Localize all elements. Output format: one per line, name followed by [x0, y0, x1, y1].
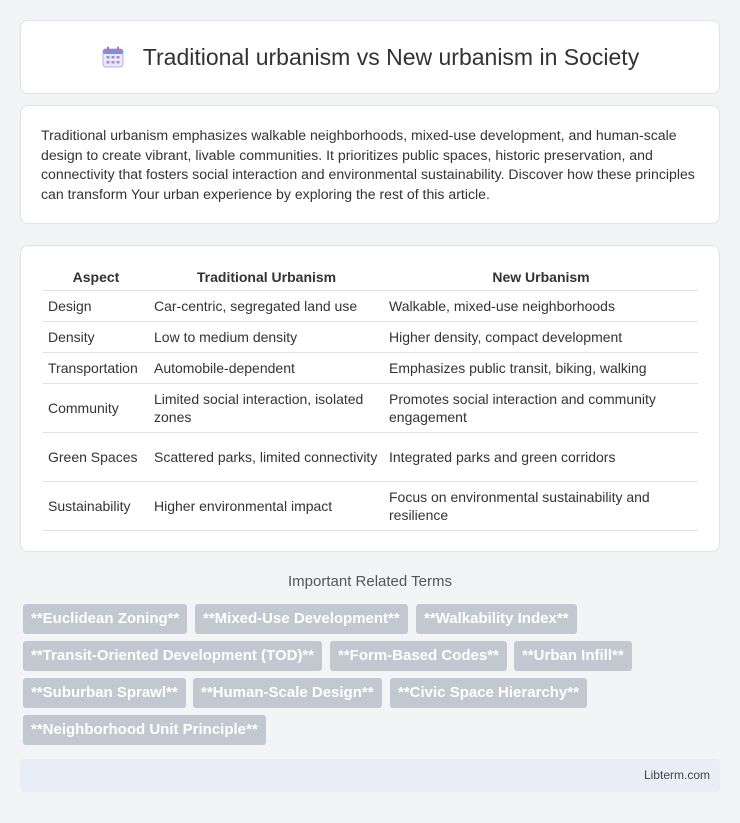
related-term-tag[interactable]: **Human-Scale Design** [193, 678, 382, 708]
related-term-tag[interactable]: **Mixed-Use Development** [195, 604, 408, 634]
related-term-tag[interactable]: **Form-Based Codes** [330, 641, 507, 671]
table-cell: Walkable, mixed-use neighborhoods [384, 290, 698, 321]
related-term-tag[interactable]: **Walkability Index** [416, 604, 577, 634]
related-term-tag[interactable]: **Neighborhood Unit Principle** [23, 715, 266, 745]
table-cell: Low to medium density [149, 321, 384, 352]
page-title: Traditional urbanism vs New urbanism in Society [142, 43, 640, 70]
related-term-tag[interactable]: **Suburban Sprawl** [23, 678, 186, 708]
header-traditional: Traditional Urbanism [149, 265, 384, 290]
related-terms-title: Important Related Terms [288, 573, 452, 590]
table-cell: Higher environmental impact [149, 481, 384, 530]
table-cell: Focus on environmental sustainability and resilience [384, 481, 698, 530]
table-cell: Community [43, 383, 149, 432]
table-row [43, 432, 698, 481]
related-term-tag[interactable]: **Urban Infill** [514, 641, 632, 671]
header-aspect: Aspect [43, 265, 149, 290]
calendar-icon [101, 45, 125, 69]
related-term-tag[interactable]: **Civic Space Hierarchy** [390, 678, 587, 708]
comparison-table-card [20, 245, 720, 552]
table-cell: Promotes social interaction and community engagement [384, 383, 698, 432]
footer-site-link[interactable]: Libterm.com [643, 768, 710, 782]
header-new: New Urbanism [384, 265, 698, 290]
table-cell: Transportation [43, 352, 149, 383]
table-cell: Density [43, 321, 149, 352]
table-cell: Green Spaces [43, 432, 149, 481]
table-cell: Integrated parks and green corridors [384, 432, 698, 481]
table-row [43, 352, 698, 383]
table-row [43, 321, 698, 352]
table-cell: Car-centric, segregated land use [149, 290, 384, 321]
intro-card [20, 105, 720, 224]
table-header-row [43, 265, 698, 290]
title-card [20, 20, 720, 94]
table-row [43, 383, 698, 432]
table-cell: Emphasizes public transit, biking, walking [384, 352, 698, 383]
related-term-tag[interactable]: **Transit-Oriented Development (TOD)** [23, 641, 322, 671]
footer [20, 759, 720, 792]
intro-text: Traditional urbanism emphasizes walkable neighborhoods, mixed-use development, and human-scale design to create vibrant, livable communities. It prioritizes public spaces, historic preservation, and connectivity that fosters social interaction and environmental sustainability. Discover how these principles can transform Your urban experience by exploring the rest of this article. [41, 127, 695, 202]
table-row [43, 290, 698, 321]
table-row [43, 481, 698, 530]
table-cell: Limited social interaction, isolated zones [149, 383, 384, 432]
table-cell: Design [43, 290, 149, 321]
related-term-tag[interactable]: **Euclidean Zoning** [23, 604, 187, 634]
table-cell: Automobile-dependent [149, 352, 384, 383]
table-cell: Scattered parks, limited connectivity [149, 432, 384, 481]
comparison-table [43, 265, 698, 531]
table-cell: Sustainability [43, 481, 149, 530]
table-cell: Higher density, compact development [384, 321, 698, 352]
